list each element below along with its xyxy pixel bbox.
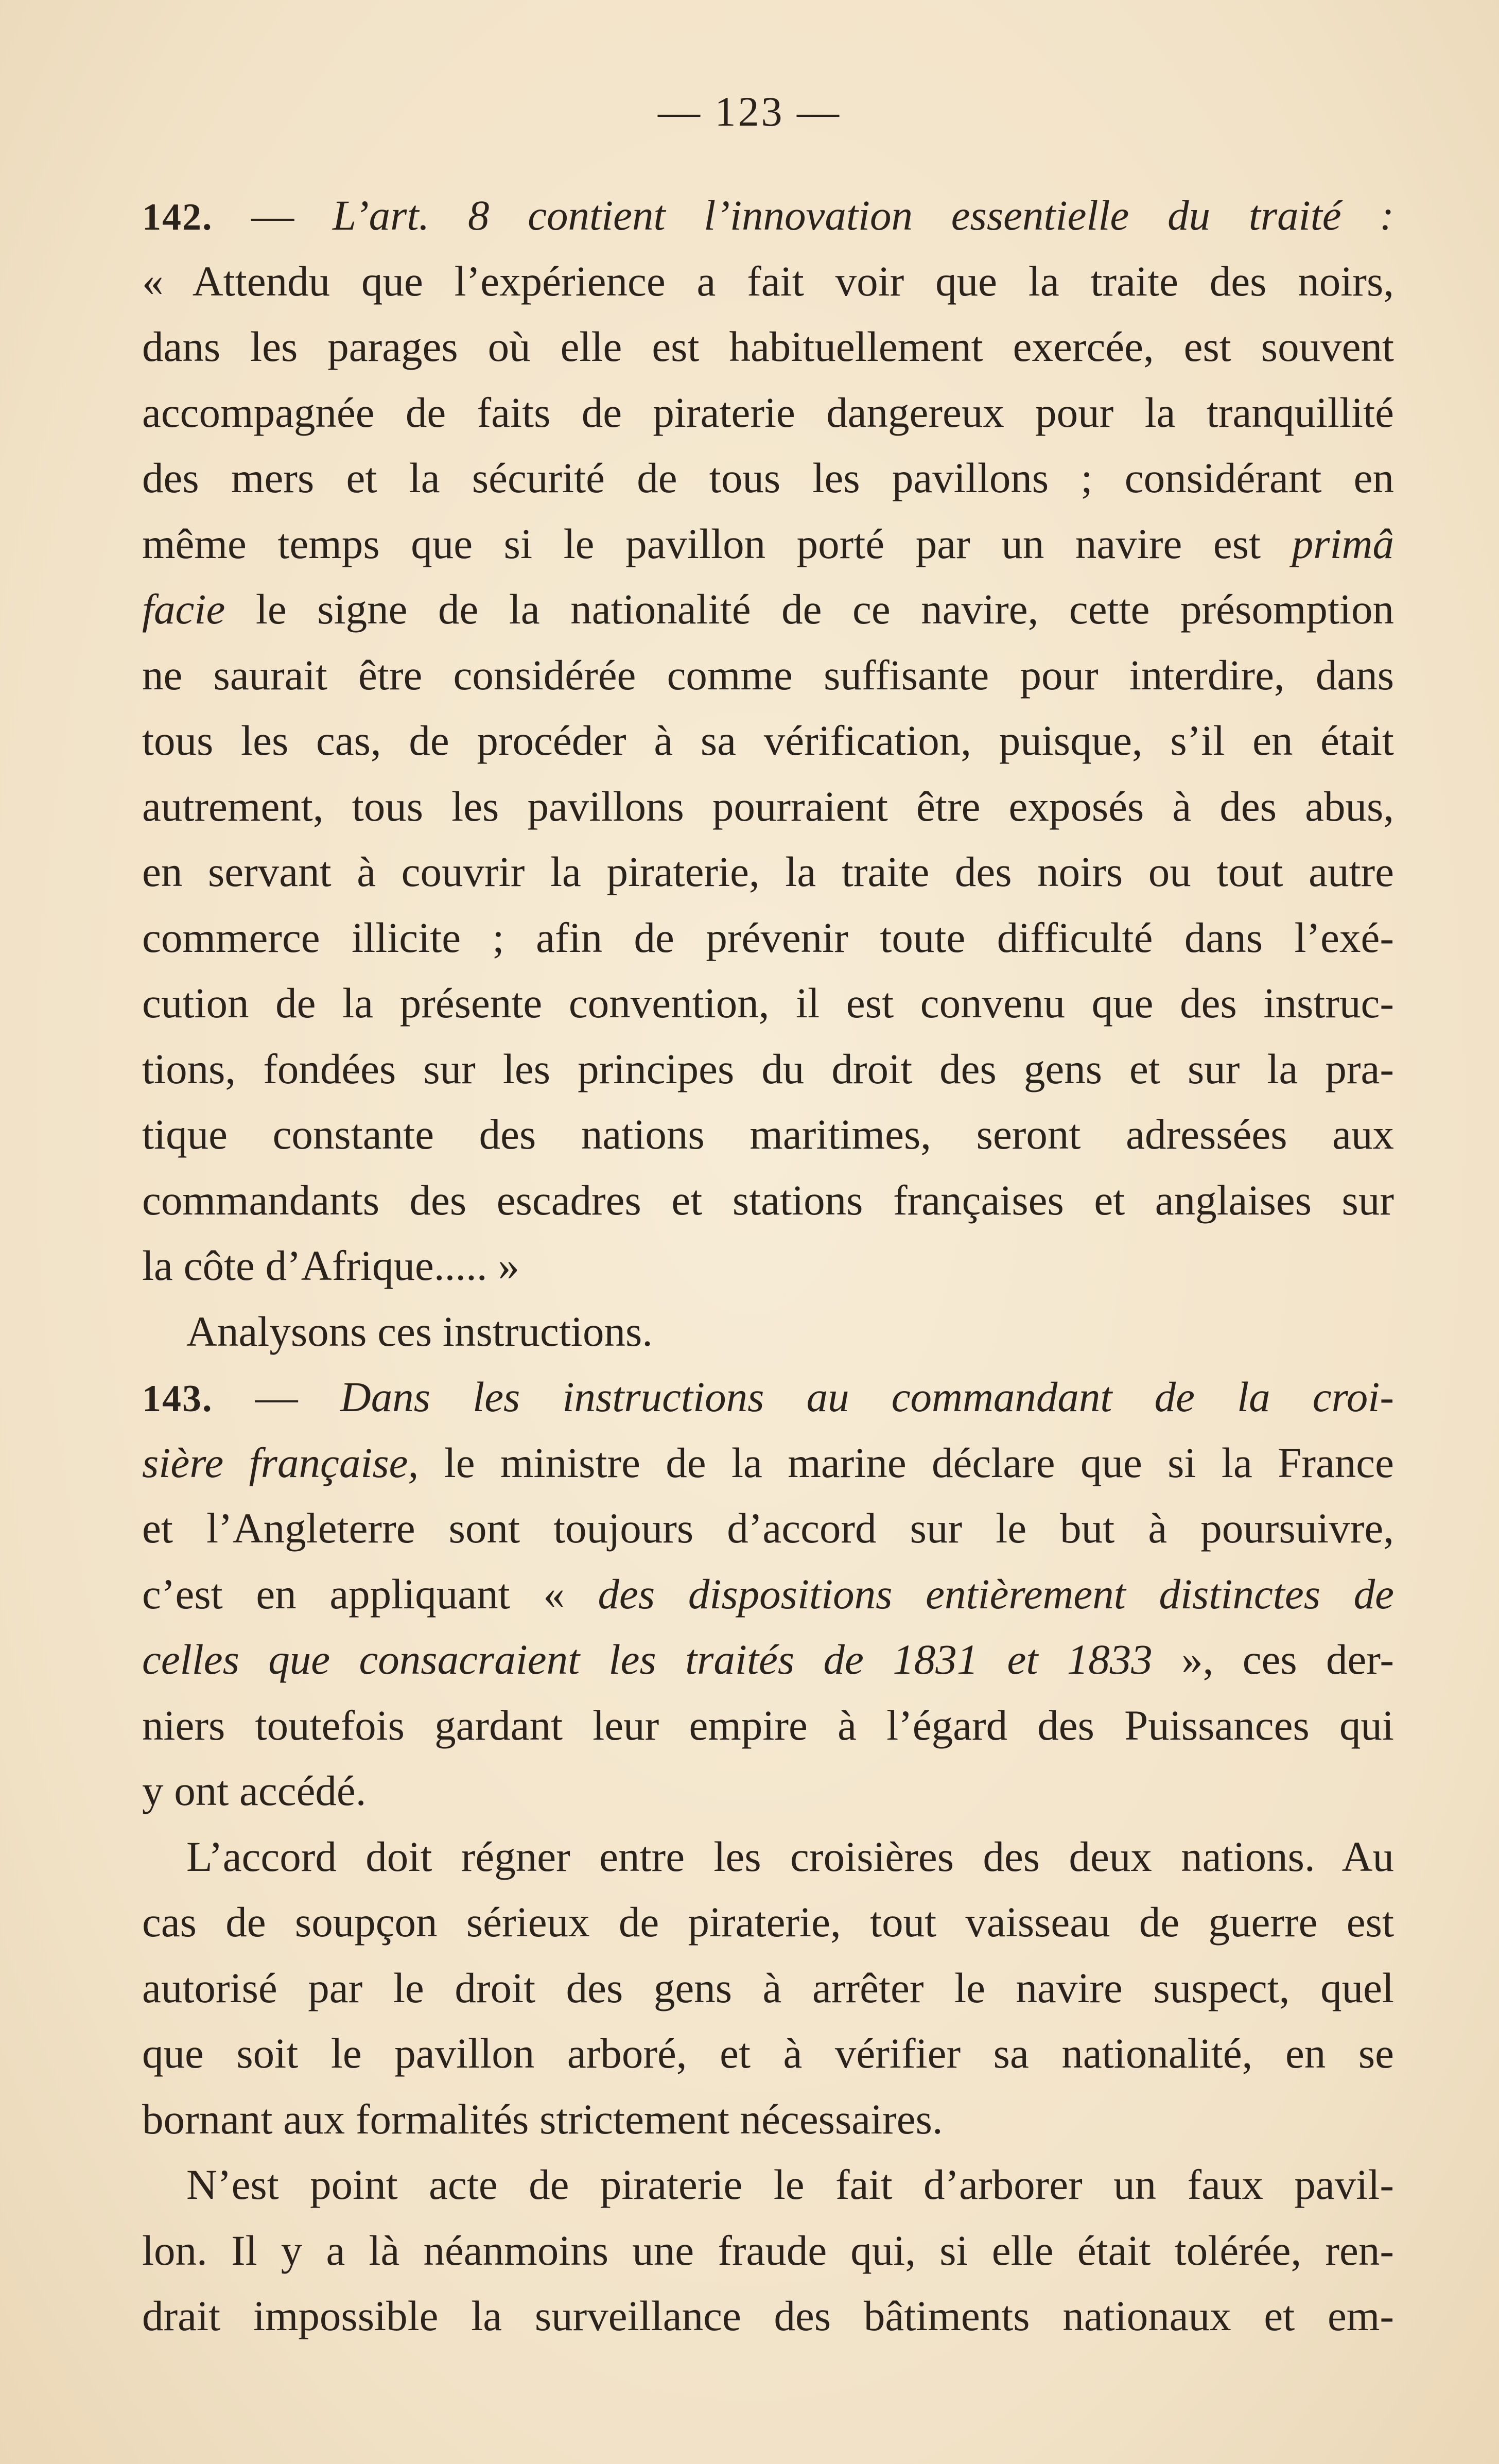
section-heading: L’art. 8 contient l’innovation essentielle du traité : [332, 192, 1394, 239]
text-line: autorisé par le droit des gens à arrêter le navire suspect, quel [142, 1964, 1394, 2011]
text-line: que soit le pavillon arboré, et à vérifier sa nationalité, en se [142, 2029, 1394, 2077]
text-line: bornant aux formalités strictement nécessaires. [142, 2095, 943, 2143]
text-line: cution de la présente convention, il est convenu que des instruc- [142, 979, 1394, 1027]
body-text [142, 183, 1394, 2349]
text-line: commerce illicite ; afin de prévenir toute difficulté dans l’exé- [142, 913, 1394, 961]
text-line: en servant à couvrir la piraterie, la traite des noirs ou tout autre [142, 848, 1394, 895]
section-number: 142. [142, 196, 213, 238]
text-line: « Attendu que l’expérience a fait voir que la traite des noirs, [142, 257, 1394, 305]
text-line: la côte d’Afrique..... » [142, 1242, 519, 1289]
section-heading: Dans les instructions au commandant de la croi- [340, 1373, 1394, 1420]
text-line: dans les parages où elle est habituellement exercée, est souvent [142, 323, 1394, 370]
text-line: commandants des escadres et stations françaises et anglaises sur [142, 1176, 1394, 1224]
text-line: 143. — Dans les instructions au commandant de la croi- [142, 1373, 1394, 1420]
text-line: tions, fondées sur les principes du droit des gens et sur la pra- [142, 1045, 1394, 1092]
text-line: 142. — L’art. 8 contient l’innovation essentielle du traité : [142, 192, 1394, 239]
text-line: Analysons ces instructions. [186, 1307, 653, 1355]
text-line: cas de soupçon sérieux de piraterie, tout vaisseau de guerre est [142, 1898, 1394, 1946]
text-line: même temps que si le pavillon porté par un navire est primâ [142, 519, 1394, 567]
text-line: celles que consacraient les traités de 1831 et 1833 », ces der- [142, 1636, 1394, 1683]
text-line: niers toutefois gardant leur empire à l’égard des Puissances qui [142, 1701, 1394, 1749]
text-line: tique constante des nations maritimes, seront adressées aux [142, 1110, 1394, 1158]
text-line: L’accord doit régner entre les croisières des deux nations. Au [186, 1832, 1394, 1880]
text-line: N’est point acte de piraterie le fait d’arborer un faux pavil- [186, 2161, 1394, 2208]
text-line: des mers et la sécurité de tous les pavillons ; considérant en [142, 454, 1394, 501]
text-line: accompagnée de faits de piraterie dangereux pour la tranquillité [142, 388, 1394, 436]
text-line: y ont accédé. [142, 1767, 367, 1814]
text-line: c’est en appliquant « des dispositions entièrement distinctes de [142, 1570, 1394, 1618]
text-line: ne saurait être considérée comme suffisante pour interdire, dans [142, 651, 1394, 699]
text-line: autrement, tous les pavillons pourraient être exposés à des abus, [142, 782, 1394, 830]
text-line: sière française, le ministre de la marine déclare que si la France [142, 1438, 1394, 1486]
text-line: facie le signe de la nationalité de ce navire, cette présomption [142, 585, 1394, 633]
text-line: et l’Angleterre sont toujours d’accord sur le but à poursuivre, [142, 1504, 1394, 1552]
section-number: 143. [142, 1378, 213, 1420]
text-line: lon. Il y a là néanmoins une fraude qui, si elle était tolérée, ren- [142, 2226, 1394, 2274]
page-number: — 123 — [658, 88, 841, 135]
text-line: drait impossible la surveillance des bâtiments nationaux et em- [142, 2292, 1394, 2339]
text-line: tous les cas, de procéder à sa vérification, puisque, s’il en était [142, 717, 1394, 764]
